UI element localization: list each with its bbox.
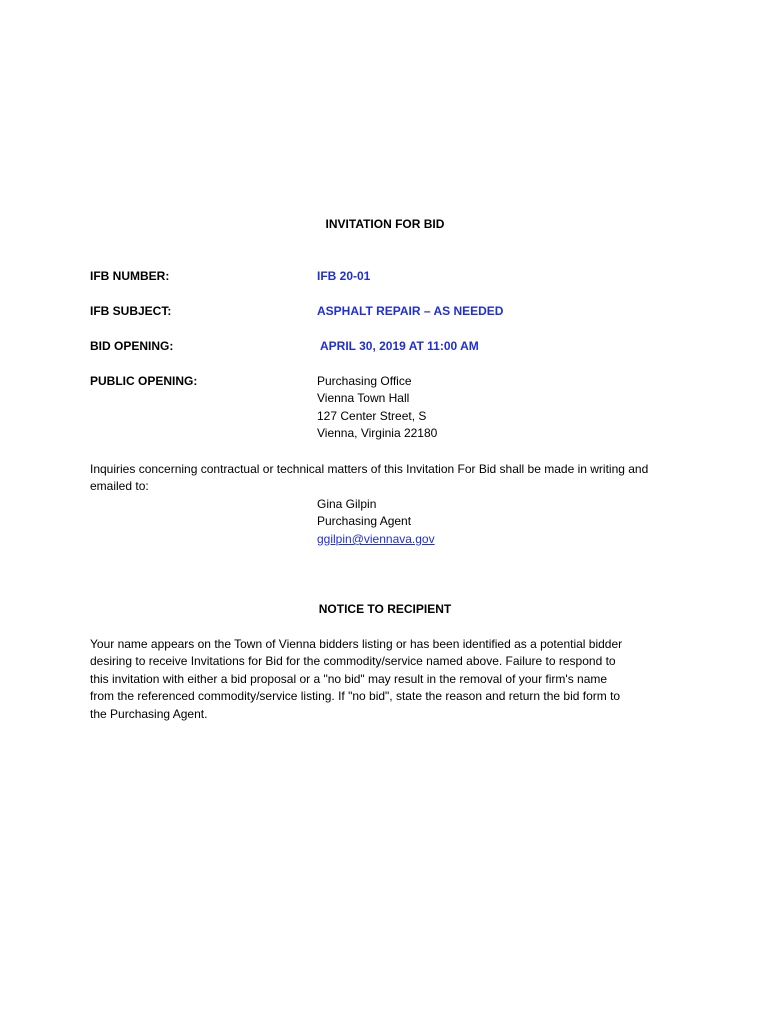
address-line: Vienna, Virginia 22180 — [317, 426, 438, 440]
notice-text-line: this invitation with either a bid proposal or a "no bid" may result in the removal of your firm's name — [90, 672, 608, 686]
bid-opening-value: APRIL 30, 2019 AT 11:00 AM — [320, 339, 479, 353]
notice-text-line: the Purchasing Agent. — [90, 707, 208, 721]
notice-title: NOTICE TO RECIPIENT — [318, 602, 452, 616]
contact-email-link[interactable]: ggilpin@viennava.gov — [317, 532, 435, 546]
document-title: INVITATION FOR BID — [325, 217, 445, 231]
ifb-number-value: IFB 20-01 — [317, 269, 371, 283]
notice-text-line: from the referenced commodity/service listing. If "no bid", state the reason and return the bid form to — [90, 689, 621, 703]
address-line: Purchasing Office — [317, 374, 412, 388]
ifb-subject-value: ASPHALT REPAIR – AS NEEDED — [317, 304, 504, 318]
ifb-subject-label: IFB SUBJECT: — [90, 304, 172, 318]
notice-text-line: Your name appears on the Town of Vienna bidders listing or has been identified as a potential bidder — [90, 637, 623, 651]
inquiries-text-line: Inquiries concerning contractual or technical matters of this Invitation For Bid shall be made in writing and — [90, 462, 649, 476]
address-line: 127 Center Street, S — [317, 409, 427, 423]
inquiries-text-line: emailed to: — [90, 479, 149, 493]
public-opening-label: PUBLIC OPENING: — [90, 374, 198, 388]
notice-text-line: desiring to receive Invitations for Bid for the commodity/service named above. Failure to respond to — [90, 654, 616, 668]
address-line: Vienna Town Hall — [317, 391, 410, 405]
bid-opening-label: BID OPENING: — [90, 339, 174, 353]
ifb-number-label: IFB NUMBER: — [90, 269, 170, 283]
contact-name: Gina Gilpin — [317, 497, 377, 511]
contact-title: Purchasing Agent — [317, 514, 412, 528]
